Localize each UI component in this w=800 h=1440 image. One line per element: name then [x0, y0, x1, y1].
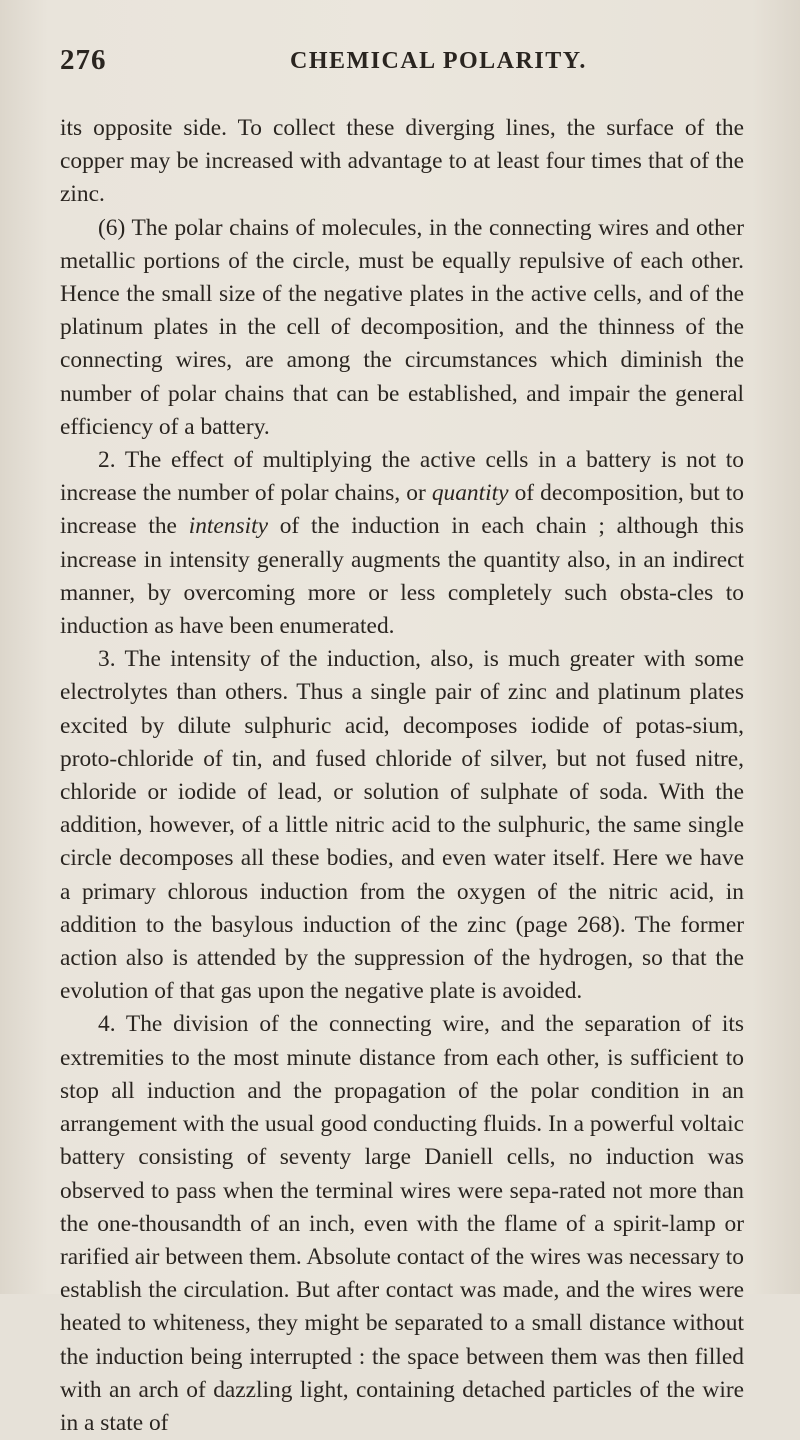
running-title: CHEMICAL POLARITY.: [290, 48, 587, 74]
paragraph-polar-chains: [60, 212, 744, 444]
italic-term-intensity: intensity: [188, 513, 268, 540]
body-text: [60, 112, 744, 1440]
page-number: 276: [60, 44, 107, 76]
text-segment: (6) The polar chains of molecules, in the connecting wires and other metallic portions of the circle, must be equally repulsive of each other. Hence the small size of the negative plates in the active cells, and of the platinum plates in the cell of decomposition, and the thinness of the connecting wires, are among the circumstances which diminish the number of polar chains that can be established, and impair the general efficiency of a battery.: [60, 214, 744, 440]
text-segment: 3. The intensity of the induction, also, is much greater with some electrolytes than others. Thus a single pair of zinc and platinum plates excited by dilute sulphuric acid, decomposes iodide of potas-sium, proto-chloride of tin, and fused chloride of silver, but not fused nitre, chloride or iodide of lead, or solution of sulphate of soda. With the addition, however, of a little nitric acid to the sulphuric, the same single circle decomposes all these bodies, and even water itself. Here we have a primary chlorous induction from the oxygen of the nitric acid, in addition to the basylous induction of the zinc (page 268). The former action also is attended by the suppression of the hydrogen, so that the evolution of that gas upon the negative plate is avoided.: [60, 646, 744, 1005]
running-header: [60, 44, 744, 84]
italic-term-quantity: quantity: [431, 480, 509, 507]
text-segment: its opposite side. To collect these diverging lines, the surface of the copper may be increased with advantage to at least four times that of the zinc.: [60, 115, 744, 208]
paragraph-electrolytes: [60, 643, 744, 1008]
text-segment: of decomposition, but to increase the: [60, 480, 744, 540]
text-segment: of the induction in each chain ; although this increase in intensity generally augments the quantity also, in an indirect manner, by overcoming more or less completely such obsta-cles to induction as have been enumerated.: [60, 513, 744, 640]
paragraph-division-of-wire: [60, 1008, 744, 1440]
paragraph-continuation: [60, 112, 744, 212]
paragraph-multiplying-cells: [60, 444, 744, 643]
text-segment: 4. The division of the connecting wire, and the separation of its extremities to the most minute distance from each other, is sufficient to stop all induction and the propagation of the polar condition in an arrangement with the usual good conducting fluids. In a powerful voltaic battery consisting of seventy large Daniell cells, no induction was observed to pass when the terminal wires were sepa-rated not more than the one-thousandth of an inch, even with the flame of a spirit-lamp or rarified air between them. Absolute contact of the wires was necessary to establish the circulation. But after contact was made, and the wires were heated to whiteness, they might be separated to a small distance without the induction being interrupted : the space between them was then filled with an arch of dazzling light, containing detached particles of the wire in a state of: [60, 1011, 744, 1436]
text-segment: 2. The effect of multiplying the active cells in a battery is not to increase the number of polar chains, or: [60, 447, 744, 507]
